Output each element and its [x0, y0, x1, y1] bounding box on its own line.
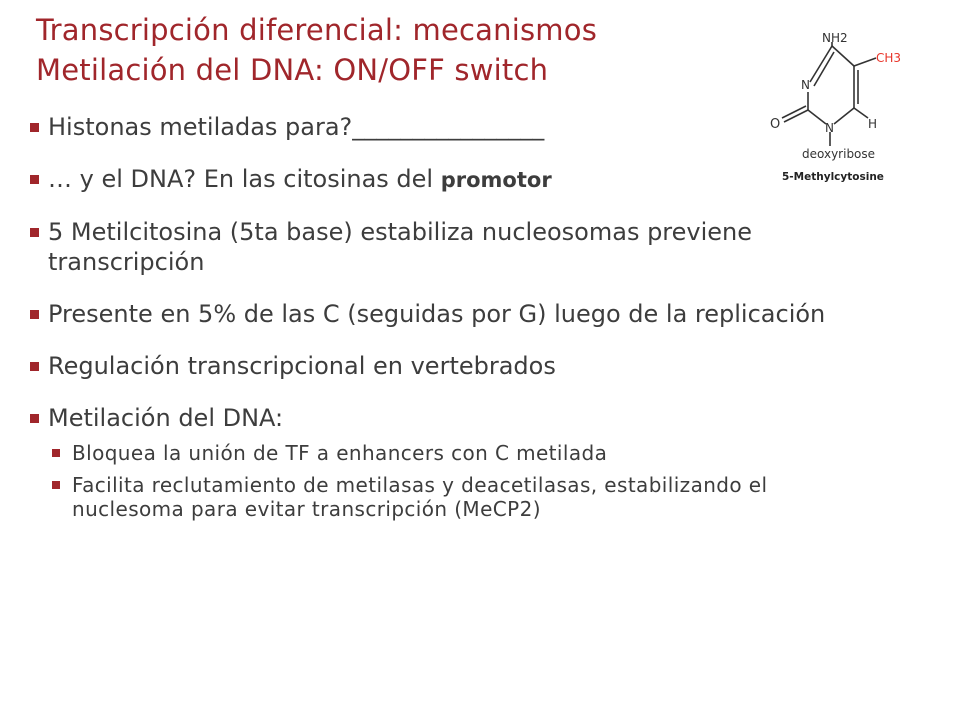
molecule-name: 5-Methylcytosine	[782, 171, 884, 183]
sub-bullet-marker	[52, 481, 60, 489]
hydrogen-label: H	[868, 117, 878, 131]
bullet-text: … y el DNA? En las citosinas del	[48, 165, 441, 193]
bullet-marker	[30, 362, 39, 371]
sugar-label: deoxyribose	[802, 147, 876, 161]
bullet-metilcitosina	[28, 217, 858, 277]
bullet-marker	[30, 310, 39, 319]
sub-bullet-text: Facilita reclutamiento de metilasas y deacetilasas, estabilizando el nuclesoma para evitar transcripción (MeCP2)	[72, 473, 768, 521]
sub-bullet-facilita	[48, 473, 858, 521]
bullet-list	[28, 112, 858, 543]
slide-title	[36, 10, 756, 90]
bullet-regulacion	[28, 351, 858, 381]
n1-label: N	[825, 121, 834, 135]
bullet-text: Histonas metiladas para?________________	[48, 113, 545, 141]
oxygen-label: O	[770, 117, 781, 132]
bullet-text: 5 Metilcitosina (5ta base) estabiliza nucleosomas previene transcripción	[48, 218, 753, 276]
n3-label: N	[801, 78, 810, 92]
bullet-presente	[28, 299, 858, 329]
title-line-1: Transcripción diferencial: mecanismos	[36, 13, 598, 47]
bullet-emphasis: promotor	[440, 168, 552, 192]
methyl-label: CH3	[876, 51, 902, 65]
sub-bullet-marker	[52, 449, 60, 457]
bullet-text: Presente en 5% de las C (seguidas por G) luego de la replicación	[48, 300, 826, 328]
bullet-marker	[30, 228, 39, 237]
bullet-histonas	[28, 112, 858, 142]
sub-bullet-list	[48, 441, 858, 521]
bullet-dna-promotor	[28, 164, 858, 195]
sub-bullet-text: Bloquea la unión de TF a enhancers con C metilada	[72, 441, 608, 465]
amine-label: NH2	[822, 31, 848, 45]
bullet-text: Regulación transcripcional en vertebrados	[48, 352, 556, 380]
bullet-metilacion	[28, 403, 858, 521]
bullet-marker	[30, 123, 39, 132]
bullet-text: Metilación del DNA:	[48, 404, 284, 432]
title-line-2: Metilación del DNA: ON/OFF switch	[36, 53, 549, 87]
bullet-marker	[30, 175, 39, 184]
sub-bullet-bloquea	[48, 441, 858, 465]
bullet-marker	[30, 414, 39, 423]
